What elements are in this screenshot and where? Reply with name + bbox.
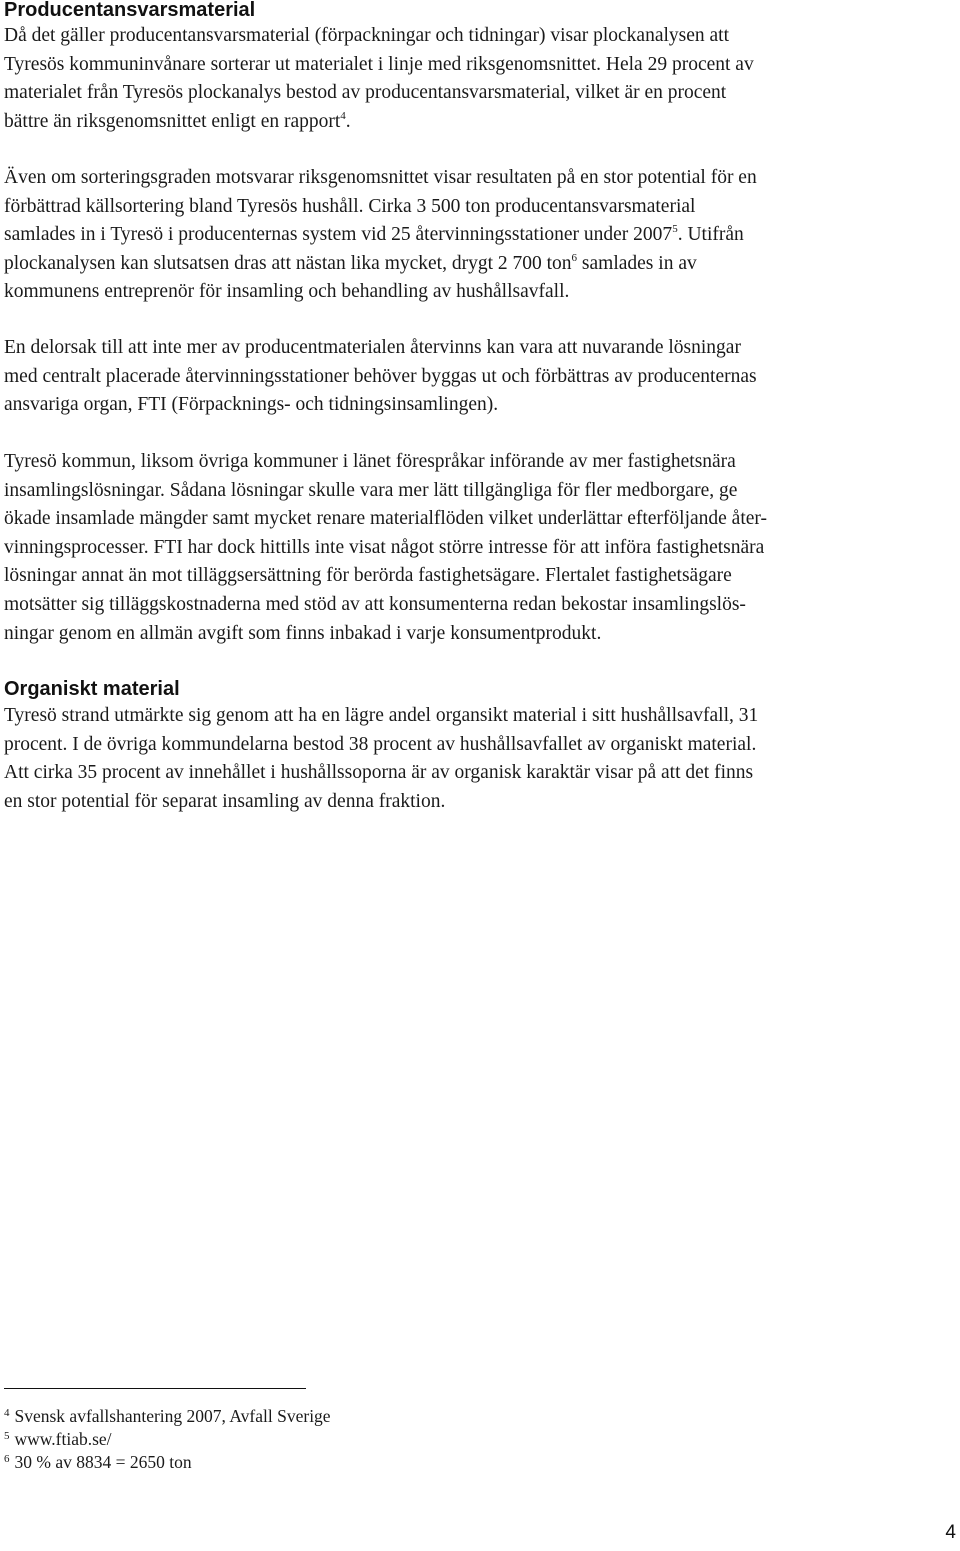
footnote-5 [4, 1425, 112, 1450]
text-line: kommunens entreprenör för insamling och behandling av hushållsavfall. [4, 281, 570, 303]
footnote-number: 5 [4, 1430, 10, 1442]
text-line: En delorsak till att inte mer av producentmaterialen återvinns kan vara att nuvarande lösningar [4, 337, 741, 358]
text-line [4, 250, 960, 279]
text-segment: bättre än riksgenomsnittet enligt en rapport [4, 110, 341, 132]
footnote-number: 4 [4, 1407, 10, 1419]
text-segment: plockanalysen kan slutsatsen dras att nästan lika mycket, drygt 2 700 ton [4, 252, 572, 274]
text-line: förbättrad källsortering bland Tyresös hushåll. Cirka 3 500 ton producentansvarsmaterial [4, 195, 696, 217]
text-line: Tyresö kommun, liksom övriga kommuner i länet förespråkar införande av mer fastighetsnära [4, 451, 736, 472]
text-line: Även om sorteringsgraden motsvarar riksgenomsnittet visar resultaten på en stor potential för en [4, 167, 757, 188]
paragraph-producentansvar-intro [4, 22, 960, 136]
text-line: med centralt placerade återvinningsstationer behöver byggas ut och förbättras av producenternas [4, 365, 757, 387]
footnote-reference: 6 [571, 251, 578, 264]
paragraph-property-collection [4, 448, 960, 648]
page-number: 4 [945, 1522, 956, 1543]
text-segment: samlades in av [577, 252, 697, 274]
text-segment: . Utifrån [677, 224, 744, 246]
text-segment: samlades in i Tyresö i producenternas system vid 25 återvinningsstationer under 2007 [4, 224, 673, 246]
text-line: Tyresö strand utmärkte sig genom att ha en lägre andel organsikt material i sitt hushållsavfall, 31 [4, 705, 759, 726]
text-segment: . [345, 110, 351, 132]
text-line [4, 108, 960, 137]
footnote-separator [4, 1388, 306, 1389]
text-line: ansvariga organ, FTI (Förpacknings- och tidningsinsamlingen). [4, 394, 499, 416]
text-line: Att cirka 35 procent av innehållet i hushållssoporna är av organisk karaktär visar på att det finns [4, 762, 754, 784]
footnote-text: 30 % av 8834 = 2650 ton [14, 1452, 192, 1472]
text-line: Då det gäller producentansvarsmaterial (förpackningar och tidningar) visar plockanalysen att [4, 25, 730, 46]
text-line: ningar genom en allmän avgift som finns inbakad i varje konsumentprodukt. [4, 622, 602, 644]
text-line: Tyresös kommuninvånare sorterar ut materialet i linje med riksgenomsnittet. Hela 29 procent av [4, 53, 754, 75]
text-line: motsätter sig tilläggskostnaderna med stöd av att konsumenterna redan bekostar insamlingslös- [4, 593, 746, 615]
text-line: lösningar annat än mot tilläggsersättning för berörda fastighetsägare. Flertalet fastighetsägare [4, 565, 732, 587]
footnote-6 [4, 1448, 192, 1473]
footnote-reference: 5 [672, 223, 678, 236]
footnote-4 [4, 1402, 331, 1427]
text-line [4, 221, 960, 250]
paragraph-organic-material [4, 702, 960, 816]
text-line: en stor potential för separat insamling av denna fraktion. [4, 790, 446, 812]
footnote-reference: 4 [340, 109, 346, 122]
text-line: procent. I de övriga kommundelarna bestod 38 procent av hushållsavfallet av organiskt material. [4, 733, 757, 755]
footnote-link[interactable]: www.ftiab.se/ [14, 1429, 112, 1449]
text-line: vinningsprocesser. FTI har dock hittills inte visat något större intresse för att införa fastighetsnära [4, 536, 765, 558]
footnote-number: 6 [4, 1453, 10, 1465]
text-line: materialet från Tyresös plockanalys bestod av producentansvarsmaterial, vilket är en procent [4, 82, 727, 104]
text-line: ökade insamlade mängder samt mycket renare materialflöden vilket underlättar efterföljande åter- [4, 508, 768, 530]
paragraph-sorting-potential [4, 164, 960, 307]
section-heading-organiskt-material: Organiskt material [4, 678, 180, 700]
footnote-text: Svensk avfallshantering 2007, Avfall Sverige [14, 1406, 331, 1426]
text-line: insamlingslösningar. Sådana lösningar skulle vara mer lätt tillgängliga för fler medborgare, ge [4, 479, 738, 501]
section-heading-producentansvarsmaterial: Producentansvarsmaterial [4, 0, 256, 21]
paragraph-collection-stations [4, 334, 960, 420]
